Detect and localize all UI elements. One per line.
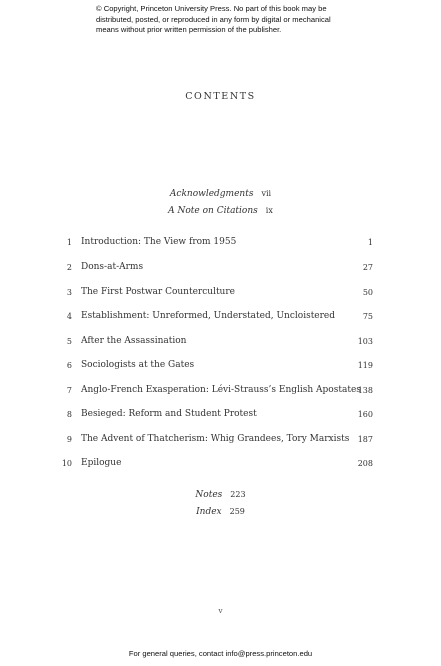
footer-contact: For general queries, contact info@press.princeton.edu bbox=[128, 649, 313, 658]
toc-entry[interactable] bbox=[0, 262, 441, 276]
toc-entry[interactable] bbox=[0, 336, 441, 350]
chapter-number: 8 bbox=[66, 410, 72, 419]
toc-entry[interactable] bbox=[0, 409, 441, 423]
chapter-number: 5 bbox=[66, 337, 72, 346]
toc-entry[interactable] bbox=[0, 458, 441, 472]
chapter-page: 138 bbox=[357, 386, 373, 395]
chapter-title: Dons-at-Arms bbox=[81, 262, 144, 272]
chapter-page: 27 bbox=[362, 263, 373, 272]
entry-label: Notes bbox=[195, 490, 223, 500]
chapter-title: Establishment: Unreformed, Understated, Uncloistered bbox=[81, 311, 336, 321]
chapter-page: 50 bbox=[362, 288, 373, 297]
copyright-line: © Copyright, Princeton University Press. No part of this book may be bbox=[96, 4, 327, 13]
back-matter-entry[interactable] bbox=[0, 507, 441, 517]
front-matter-entry[interactable] bbox=[0, 206, 441, 216]
entry-page: vii bbox=[261, 189, 272, 198]
chapter-page: 187 bbox=[357, 435, 373, 444]
front-matter-entry[interactable] bbox=[0, 189, 441, 199]
entry-label: Acknowledgments bbox=[169, 189, 254, 199]
entry-page: 259 bbox=[229, 507, 245, 516]
toc-entry[interactable] bbox=[0, 385, 441, 399]
page-number: v bbox=[218, 606, 223, 615]
toc-entry[interactable] bbox=[0, 434, 441, 448]
chapter-title: Besieged: Reform and Student Protest bbox=[81, 409, 257, 419]
toc-entry[interactable] bbox=[0, 311, 441, 325]
copyright-line: means without prior written permission of the publisher. bbox=[96, 25, 282, 34]
chapter-number: 7 bbox=[66, 386, 72, 395]
copyright-line: distributed, posted, or reproduced in any form by digital or mechanical bbox=[96, 14, 331, 24]
chapter-page: 103 bbox=[357, 337, 373, 346]
toc-entry[interactable] bbox=[0, 287, 441, 301]
chapter-number: 2 bbox=[66, 263, 72, 272]
chapter-title: Introduction: The View from 1955 bbox=[81, 237, 237, 247]
toc-entry[interactable] bbox=[0, 360, 441, 374]
chapter-title: After the Assassination bbox=[81, 336, 187, 346]
chapter-number: 1 bbox=[66, 238, 72, 247]
chapter-title: Epilogue bbox=[81, 458, 122, 468]
chapter-number: 10 bbox=[61, 459, 72, 468]
entry-label: A Note on Citations bbox=[168, 206, 258, 216]
entry-label: Index bbox=[196, 507, 222, 517]
entry-page: 223 bbox=[230, 490, 246, 499]
chapter-title: Sociologists at the Gates bbox=[81, 360, 195, 370]
chapter-number: 6 bbox=[66, 361, 72, 370]
chapter-number: 3 bbox=[66, 288, 72, 297]
chapter-page: 208 bbox=[357, 459, 373, 468]
chapter-page: 160 bbox=[357, 410, 373, 419]
copyright-notice bbox=[96, 4, 396, 36]
chapter-page: 75 bbox=[362, 312, 373, 321]
entry-page: ix bbox=[265, 206, 273, 215]
back-matter-entry[interactable] bbox=[0, 490, 441, 500]
chapter-number: 9 bbox=[66, 435, 72, 444]
toc-entry[interactable] bbox=[0, 237, 441, 251]
chapter-title: The First Postwar Counterculture bbox=[81, 287, 235, 297]
chapter-number: 4 bbox=[66, 312, 72, 321]
chapter-title: The Advent of Thatcherism: Whig Grandees, Tory Marxists bbox=[81, 434, 350, 444]
chapter-title: Anglo-French Exasperation: Lévi-Strauss’s English Apostates bbox=[81, 385, 361, 395]
contents-heading: CONTENTS bbox=[185, 91, 256, 102]
chapter-page: 119 bbox=[357, 361, 373, 370]
chapter-page: 1 bbox=[367, 238, 373, 247]
